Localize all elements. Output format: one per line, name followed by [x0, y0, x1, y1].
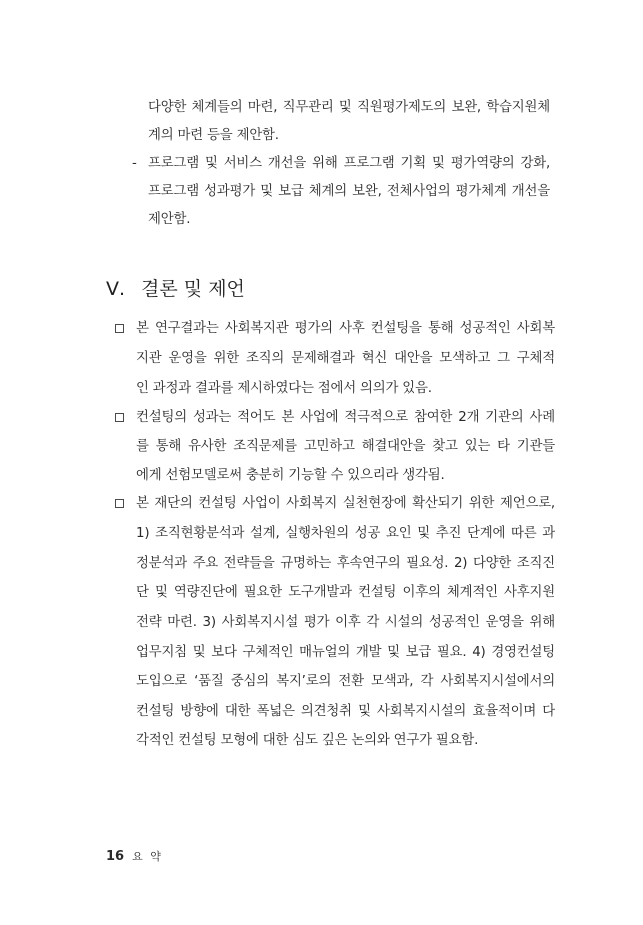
footer-label: 요 약 [132, 850, 163, 863]
square-bullet-icon [115, 324, 124, 333]
bullet-line: 정분석과 주요 전략들을 규명하는 후속연구의 필요성. 2) 다양한 조직진 [136, 556, 555, 571]
bullet-line: 본 재단의 컨설팅 사업이 사회복지 실천현장에 확산되기 위한 제언으로, [136, 496, 555, 511]
intro-line: 다양한 체계들의 마련, 직무관리 및 직원평가제도의 보완, 학습지원체 [148, 100, 550, 115]
page-footer [106, 848, 163, 866]
bullet-line: 지관 운영을 위한 조직의 문제해결과 혁신 대안을 모색하고 그 구체적 [136, 351, 555, 366]
square-bullet-icon [115, 499, 124, 508]
bullet-line: 도입으로 ‘품질 중심의 복지’로의 전환 모색과, 각 사회복지시설에서의 [136, 674, 555, 689]
dash-item-line: 프로그램 및 서비스 개선을 위해 프로그램 기획 및 평가역량의 강화, [148, 156, 550, 171]
section-number: Ⅴ. [106, 278, 126, 300]
bullet-line: 단 및 역량진단에 필요한 도구개발과 컨설팅 이후의 체계적인 사후지원 [136, 585, 555, 600]
bullet-line: 1) 조직현황분석과 설계, 실행차원의 성공 요인 및 추진 단계에 따른 과 [136, 526, 555, 541]
bullet-line: 각적인 컨설팅 모형에 대한 심도 깊은 논의와 연구가 필요함. [136, 733, 479, 748]
intro-line: 계의 마련 등을 제안함. [148, 128, 279, 143]
bullet-line: 에게 선험모델로써 충분히 기능할 수 있으리라 생각됨. [136, 468, 445, 483]
section-title: 결론 및 제언 [141, 278, 245, 300]
bullet-line: 컨설팅 방향에 대한 폭넓은 의견청취 및 사회복지시설의 효율적이며 다 [136, 704, 555, 719]
dash-item-line: 제안함. [148, 212, 191, 227]
bullet-line: 본 연구결과는 사회복지관 평가의 사후 컨설팅을 통해 성공적인 사회복 [136, 321, 555, 336]
dash-item-line: 프로그램 성과평가 및 보급 체계의 보완, 전체사업의 평가체계 개선을 [148, 184, 550, 199]
section-heading [106, 276, 245, 302]
bullet-line: 컨설팅의 성과는 적어도 본 사업에 적극적으로 참여한 2개 기관의 사례 [136, 410, 555, 425]
dash-marker: - [132, 156, 137, 171]
bullet-line: 업무지침 및 보다 구체적인 매뉴얼의 개발 및 보급 필요. 4) 경영컨설팅 [136, 645, 555, 660]
bullet-line: 전략 마련. 3) 사회복지시설 평가 이후 각 시설의 성공적인 운영을 위해 [136, 615, 555, 630]
page-number: 16 [106, 849, 125, 864]
bullet-line: 인 과정과 결과를 제시하였다는 점에서 의의가 있음. [136, 381, 432, 396]
bullet-line: 를 통해 유사한 조직문제를 고민하고 해결대안을 찾고 있는 타 기관들 [136, 439, 555, 454]
square-bullet-icon [115, 413, 124, 422]
